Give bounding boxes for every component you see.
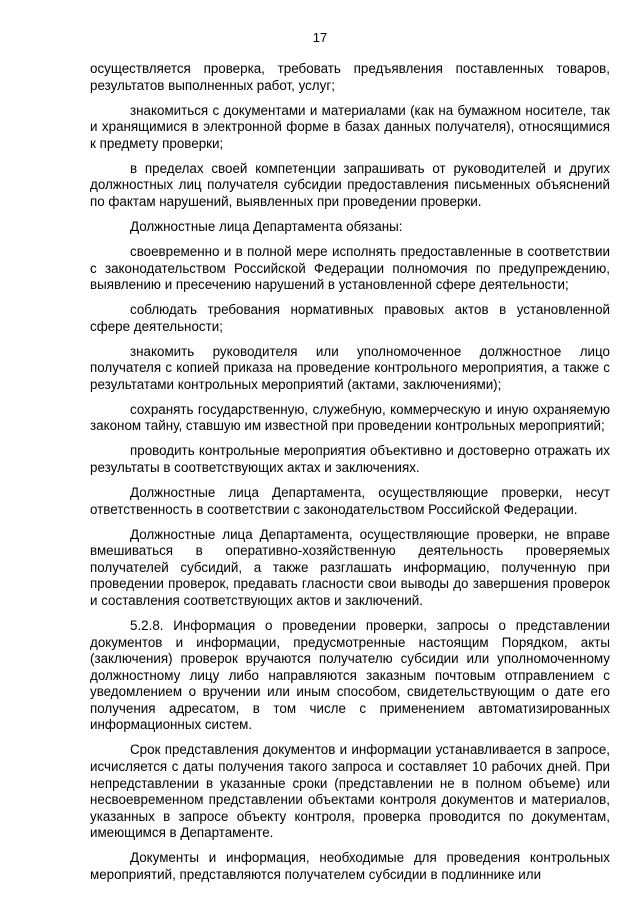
paragraph: Срок представления документов и информации устанавливается в запросе, исчисляется с даты получения такого запроса и составляет 10 рабочих дней. При непредставлении в указанные сроки (представлении не в полном объеме) или несвоевременном представлении объектами контроля документов и материалов, указанных в запросе объекту контроля, проверка проводится по документам, имеющимся в Департаменте. xyxy=(90,742,610,841)
document-body xyxy=(90,61,610,892)
paragraph: сохранять государственную, служебную, коммерческую и иную охраняемую законом тайну, ставшую им известной при проведении контрольных мероприятий; xyxy=(90,401,610,434)
paragraph: соблюдать требования нормативных правовых актов в установленной сфере деятельности; xyxy=(90,302,610,334)
paragraph: Должностные лица Департамента обязаны: xyxy=(130,218,403,234)
paragraph: Должностные лица Департамента, осуществляющие проверки, несут ответственность в соответствии с законодательством Российской Федерации. xyxy=(90,484,610,517)
paragraph: проводить контрольные мероприятия объективно и достоверно отражать их результаты в соответствующих актах и заключениях. xyxy=(90,443,610,475)
paragraph: в пределах своей компетенции запрашивать от руководителей и других должностных лиц получателя субсидии предоставления письменных объяснений по фактам нарушений, выявленных при проведении проверки. xyxy=(90,160,610,209)
paragraph: своевременно и в полной мере исполнять предоставленные в соответствии с законодательством Российской Федерации полномочия по предупреждению, выявлению и пресечению нарушений в установленной сфере деятельности; xyxy=(90,243,610,293)
paragraph: знакомить руководителя или уполномоченное должностное лицо получателя с копией приказа на проведение контрольного мероприятия, а также с результатами контрольных мероприятий (актами, заключениями); xyxy=(90,343,610,392)
paragraph: Документы и информация, необходимые для проведения контрольных мероприятий, представляются получателем субсидии в подлиннике или xyxy=(90,850,610,883)
paragraph: знакомиться с документами и материалами (как на бумажном носителе, так и хранящимися в электронной форме в базах данных получателя), относящимися к предмету проверки; xyxy=(90,102,610,151)
paragraph: осуществляется проверка, требовать предъявления поставленных товаров, результатов выполненных работ, услуг; xyxy=(90,61,610,93)
paragraph: 5.2.8. Информация о проведении проверки, запросы о представлении документов и информации, предусмотренные настоящим Порядком, акты (заключения) проверок вручаются получателю субсидии или уполномоченному должностному лицу либо направляются заказным почтовым отправлением с уведомлением о вручении или иным способом, свидетельствующим о дате его получения адресатом, в том числе с применением автоматизированных информационных систем. xyxy=(90,617,610,733)
page-number: 17 xyxy=(312,30,328,45)
paragraph: Должностные лица Департамента, осуществляющие проверки, не вправе вмешиваться в оперативно-хозяйственную деятельность проверяемых получателей субсидий, а также разглашать информацию, полученную при проведении проверок, предавать гласности свои выводы до завершения проверок и составления соответствующих актов и заключений. xyxy=(90,526,610,608)
